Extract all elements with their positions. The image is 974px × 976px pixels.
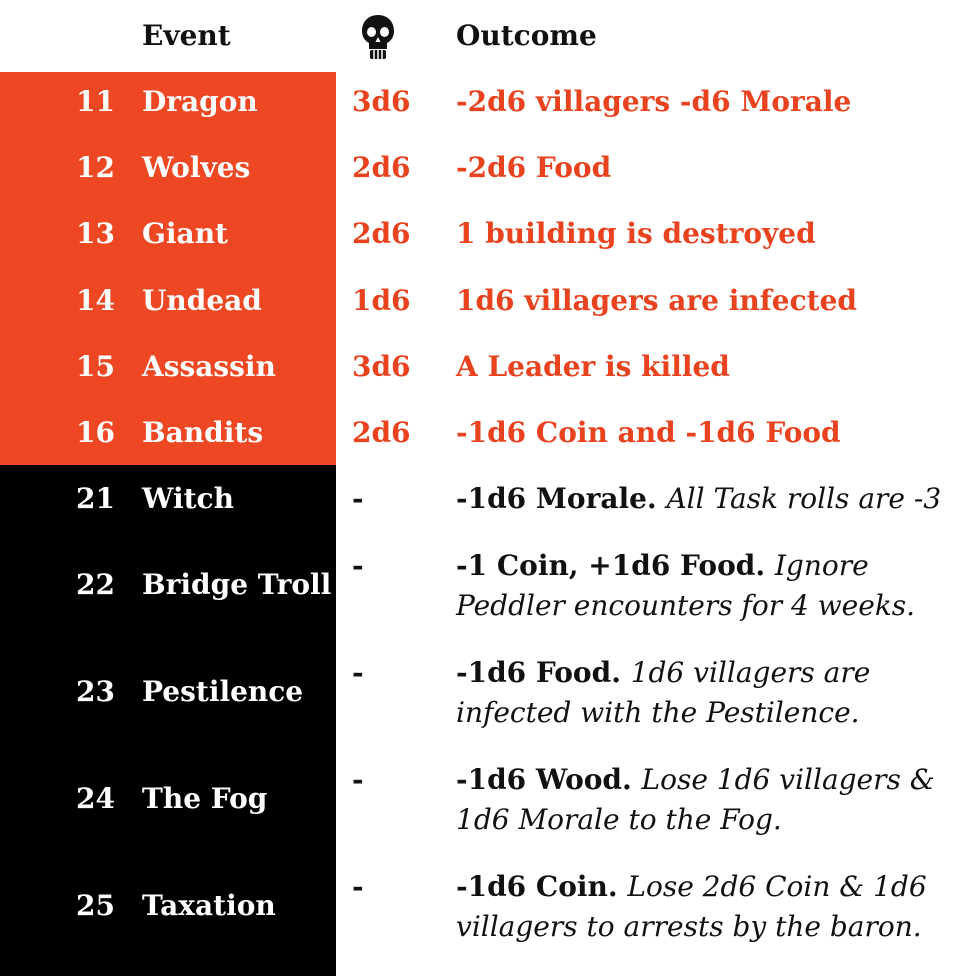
row-dice: 2d6: [352, 151, 411, 184]
outcome-effect: -1d6 Wood.: [456, 763, 632, 796]
row-dice: -: [352, 870, 364, 903]
row-event: Pestilence: [142, 675, 304, 708]
row-outcome: 1 building is destroyed: [456, 217, 816, 250]
row-event: Undead: [142, 284, 262, 317]
row-dice: 3d6: [352, 85, 411, 118]
outcome-note: 1d6 villagers are infected with the Pestilence.: [456, 656, 871, 729]
skull-icon: [361, 14, 395, 60]
row-dice: 1d6: [352, 284, 411, 317]
row-dice: 3d6: [352, 350, 411, 383]
row-number: 16: [76, 416, 115, 449]
row-event: Assassin: [142, 350, 276, 383]
outcome-effect: -1d6 Food.: [456, 656, 621, 689]
row-number: 11: [76, 85, 115, 118]
row-event: Bandits: [142, 416, 264, 449]
row-number: 23: [76, 675, 115, 708]
outcome-note: All Task rolls are -3: [666, 482, 942, 515]
row-event: Wolves: [142, 151, 251, 184]
outcome-note: Ignore Peddler encounters for 4 weeks.: [456, 549, 916, 622]
header-event: Event: [142, 19, 231, 52]
row-outcome: [456, 760, 966, 840]
row-number: 15: [76, 350, 115, 383]
row-number: 21: [76, 482, 115, 515]
row-number: 14: [76, 284, 115, 317]
row-number: 25: [76, 889, 115, 922]
red-block: [0, 72, 336, 465]
row-outcome: -1d6 Coin and -1d6 Food: [456, 416, 841, 449]
row-number: 24: [76, 782, 115, 815]
row-number: 22: [76, 568, 115, 601]
row-outcome: [456, 479, 966, 519]
row-outcome: -2d6 Food: [456, 151, 612, 184]
row-outcome: [456, 653, 966, 733]
row-outcome: [456, 867, 966, 947]
row-dice: -: [352, 656, 364, 689]
outcome-effect: -1d6 Morale.: [456, 482, 657, 515]
row-dice: -: [352, 549, 364, 582]
row-event: The Fog: [142, 782, 268, 815]
outcome-effect: -1 Coin, +1d6 Food.: [456, 549, 766, 582]
row-event: Bridge Troll: [142, 568, 332, 601]
row-outcome: -2d6 villagers -d6 Morale: [456, 85, 852, 118]
row-outcome: [456, 546, 966, 626]
row-outcome: A Leader is killed: [456, 350, 730, 383]
header-outcome: Outcome: [456, 19, 597, 52]
row-event: Dragon: [142, 85, 258, 118]
row-event: Giant: [142, 217, 228, 250]
row-dice: 2d6: [352, 416, 411, 449]
outcome-note: Lose 1d6 villagers & 1d6 Morale to the Fog.: [456, 763, 935, 836]
row-number: 12: [76, 151, 115, 184]
row-event: Witch: [142, 482, 234, 515]
row-event: Taxation: [142, 889, 276, 922]
outcome-effect: -1d6 Coin.: [456, 870, 618, 903]
row-number: 13: [76, 217, 115, 250]
row-dice: -: [352, 763, 364, 796]
row-dice: -: [352, 482, 364, 515]
row-dice: 2d6: [352, 217, 411, 250]
outcome-note: Lose 2d6 Coin & 1d6 villagers to arrests by the baron.: [456, 870, 927, 943]
row-outcome: 1d6 villagers are infected: [456, 284, 857, 317]
